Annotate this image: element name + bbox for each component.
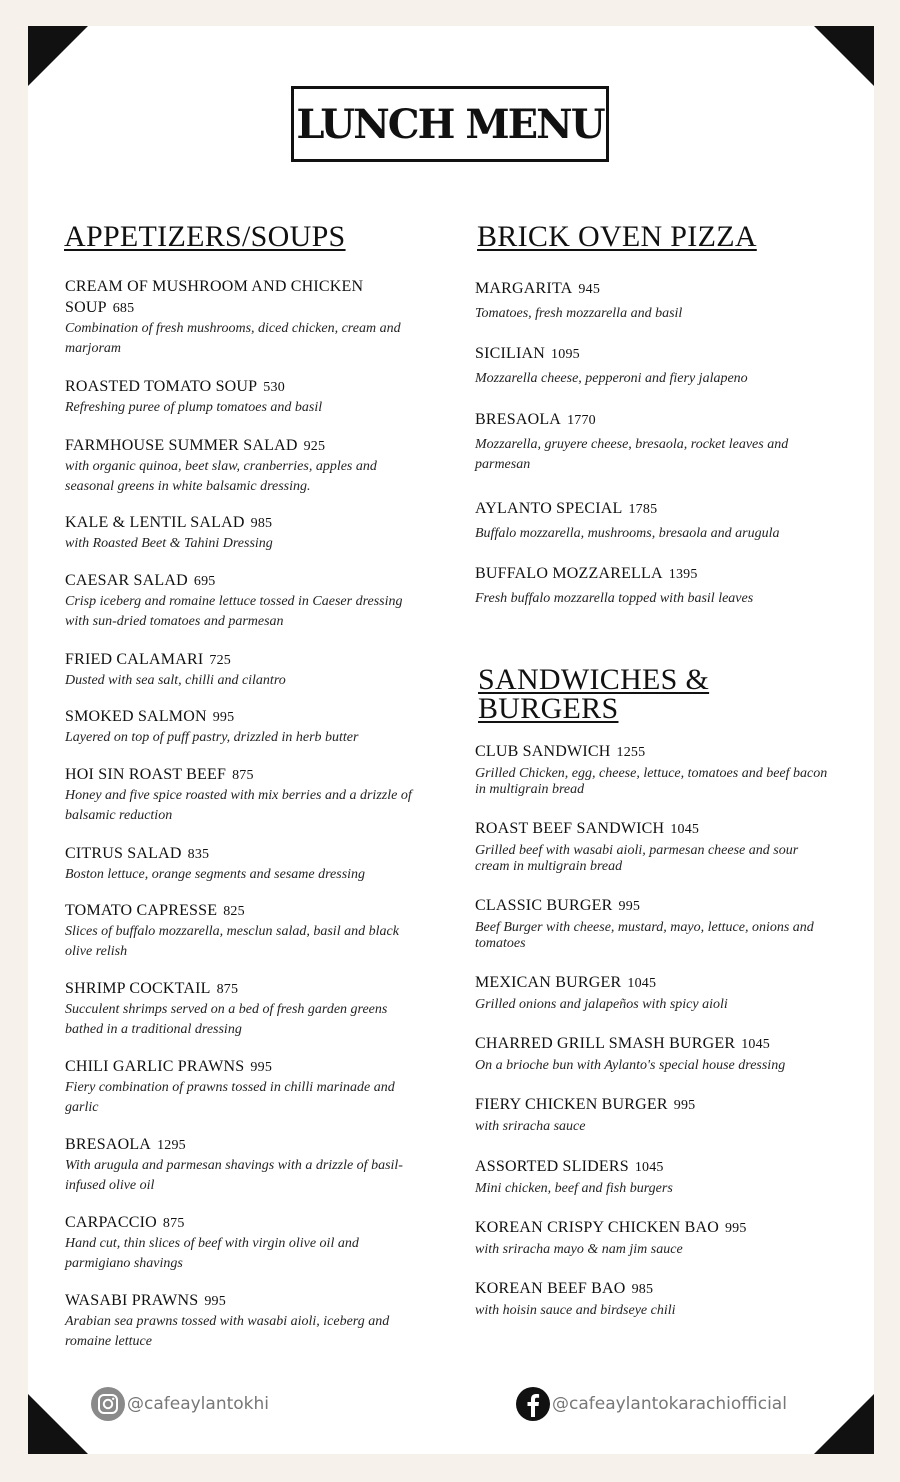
menu-item: [475, 563, 835, 609]
menu-item-name: KOREAN BEEF BAO: [475, 1280, 626, 1297]
menu-title-box: [291, 86, 609, 162]
menu-item: [475, 1217, 835, 1258]
menu-item-title: [475, 563, 835, 585]
menu-item: [475, 818, 835, 875]
menu-item-price: 1045: [634, 1160, 664, 1175]
menu-item-description: with Roasted Beet & Tahini Dressing: [65, 536, 273, 551]
menu-item-name: CHARRED GRILL SMASH BURGER: [475, 1035, 736, 1052]
menu-item-price: 1295: [157, 1138, 186, 1153]
menu-item-title: [475, 895, 835, 917]
menu-item-description: Buffalo mozzarella, mushrooms, bresaola and arugula: [475, 526, 780, 541]
menu-item-description: Fresh buffalo mozzarella topped with basil leaves: [475, 591, 754, 606]
menu-item-title: [65, 764, 425, 786]
menu-item-name: SMOKED SALMON: [65, 708, 207, 725]
menu-item-title: [475, 1033, 835, 1055]
menu-item-description: Grilled onions and jalapeños with spicy aioli: [475, 997, 728, 1012]
menu-item: [65, 649, 425, 691]
menu-item: [65, 1056, 425, 1118]
corner-decoration-bottom-right: [814, 1394, 874, 1454]
menu-item: [65, 276, 425, 359]
menu-item: [475, 1156, 835, 1197]
instagram-icon: [91, 1387, 125, 1421]
menu-item: [65, 843, 425, 885]
menu-item-title: [475, 498, 835, 520]
menu-item-description: Honey and five spice roasted with mix berries and a drizzle of balsamic reduction: [65, 788, 412, 823]
menu-item: [65, 764, 425, 826]
menu-item-name: CLUB SANDWICH: [475, 743, 611, 760]
menu-item-name: SICILIAN: [475, 345, 546, 362]
menu-item-price: 1770: [567, 413, 596, 428]
menu-item-name: CREAM OF MUSHROOM AND CHICKEN SOUP: [65, 278, 364, 316]
appetizers-heading: APPETIZERS/SOUPS: [64, 220, 346, 253]
menu-item-description: On a brioche bun with Aylanto's special house dressing: [475, 1058, 786, 1073]
instagram-handle[interactable]: [91, 1387, 269, 1421]
menu-item-title: [475, 1094, 835, 1116]
menu-title: LUNCH MENU: [296, 100, 604, 148]
menu-item-title: [475, 1217, 835, 1239]
menu-item-price: 995: [724, 1221, 747, 1236]
menu-item-price: 985: [250, 516, 273, 531]
menu-item-name: MEXICAN BURGER: [475, 974, 622, 991]
menu-item-title: [65, 1134, 425, 1156]
menu-item-price: 875: [162, 1216, 185, 1231]
menu-item-title: [65, 1212, 425, 1234]
menu-item-name: HOI SIN ROAST BEEF: [65, 766, 227, 783]
menu-item-price: 995: [204, 1294, 226, 1309]
menu-item: [475, 972, 835, 1013]
menu-item-description: Refreshing puree of plump tomatoes and basil: [65, 400, 323, 415]
menu-item-price: 825: [223, 904, 245, 919]
menu-item-title: [475, 741, 835, 763]
menu-item-description: Boston lettuce, orange segments and sesame dressing: [65, 867, 366, 882]
menu-item: [65, 1134, 425, 1196]
menu-item-price: 725: [209, 653, 231, 668]
menu-item: [475, 1094, 835, 1135]
menu-item-name: MARGARITA: [475, 280, 573, 297]
menu-item-price: 1045: [670, 822, 700, 837]
menu-item-name: BUFFALO MOZZARELLA: [475, 565, 663, 582]
facebook-icon: [516, 1387, 550, 1421]
menu-item-description: Mozzarella, gruyere cheese, bresaola, rocket leaves and parmesan: [475, 437, 789, 472]
menu-item-price: 875: [232, 768, 254, 783]
menu-item-description: Slices of buffalo mozzarella, mesclun salad, basil and black olive relish: [65, 924, 399, 959]
menu-item: [65, 978, 425, 1040]
menu-item-name: KOREAN CRISPY CHICKEN BAO: [475, 1219, 719, 1236]
corner-decoration-top-right: [814, 26, 874, 86]
menu-item-name: AYLANTO SPECIAL: [475, 500, 623, 517]
menu-item: [475, 409, 835, 475]
menu-item-price: 985: [631, 1282, 654, 1297]
menu-item: [65, 900, 425, 962]
menu-item-description: Grilled beef with wasabi aioli, parmesan cheese and sour cream in multigrain bread: [475, 843, 799, 874]
menu-item-price: 875: [216, 982, 239, 997]
menu-item-title: [65, 843, 425, 865]
menu-item-description: Dusted with sea salt, chilli and cilantro: [65, 673, 286, 688]
menu-item-name: FIERY CHICKEN BURGER: [475, 1096, 668, 1113]
menu-item-title: [65, 649, 425, 671]
menu-item-description: Mozzarella cheese, pepperoni and fiery jalapeno: [475, 371, 748, 386]
menu-item-description: with sriracha sauce: [475, 1119, 586, 1134]
menu-item: [475, 343, 835, 389]
menu-item: [475, 741, 835, 798]
menu-item-price: 995: [250, 1060, 273, 1075]
menu-item-price: 1785: [628, 502, 658, 517]
menu-item-title: [65, 706, 425, 728]
menu-item-description: Beef Burger with cheese, mustard, mayo, lettuce, onions and tomatoes: [475, 920, 814, 951]
menu-item-name: ROASTED TOMATO SOUP: [65, 378, 258, 395]
menu-item-description: Tomatoes, fresh mozzarella and basil: [475, 306, 683, 321]
menu-item: [65, 512, 425, 554]
menu-item: [65, 376, 425, 418]
menu-item-price: 945: [578, 282, 601, 297]
menu-item-name: ROAST BEEF SANDWICH: [475, 820, 665, 837]
menu-item: [65, 435, 425, 497]
menu-item-description: with sriracha mayo & nam jim sauce: [475, 1242, 683, 1257]
menu-item-title: [475, 409, 835, 431]
menu-item-name: TOMATO CAPRESSE: [65, 902, 218, 919]
menu-item-title: [65, 376, 425, 398]
menu-item-title: [475, 343, 835, 365]
menu-item-price: 685: [112, 301, 135, 316]
menu-item-title: [475, 278, 835, 300]
menu-item-price: 1045: [627, 976, 657, 991]
menu-item-name: CLASSIC BURGER: [475, 897, 613, 914]
menu-item: [65, 1212, 425, 1274]
menu-item-price: 1045: [741, 1037, 771, 1052]
facebook-label: @cafeaylantokarachiofficial: [552, 1394, 787, 1414]
menu-item-name: CHILI GARLIC PRAWNS: [65, 1058, 245, 1075]
menu-item-name: FRIED CALAMARI: [65, 651, 204, 668]
menu-item-description: with hoisin sauce and birdseye chili: [475, 1303, 676, 1318]
menu-item-description: Grilled Chicken, egg, cheese, lettuce, tomatoes and beef bacon in multigrain bread: [475, 766, 828, 797]
menu-item: [475, 895, 835, 952]
menu-item-description: With arugula and parmesan shavings with a drizzle of basil-infused olive oil: [65, 1158, 403, 1193]
menu-item-description: Succulent shrimps served on a bed of fresh garden greens bathed in a traditional dressing: [65, 1002, 388, 1037]
menu-item-price: 1095: [551, 347, 580, 362]
menu-item-price: 995: [212, 710, 235, 725]
menu-item-price: 835: [187, 847, 210, 862]
menu-item-title: [65, 900, 425, 922]
instagram-label: @cafeaylantokhi: [127, 1394, 270, 1414]
menu-item: [65, 706, 425, 748]
menu-item-name: ASSORTED SLIDERS: [475, 1158, 629, 1175]
menu-item-name: CITRUS SALAD: [65, 845, 182, 862]
menu-item-price: 1255: [616, 745, 646, 760]
menu-item-name: SHRIMP COCKTAIL: [65, 980, 211, 997]
menu-item-title: [65, 276, 425, 319]
menu-item-description: Combination of fresh mushrooms, diced chicken, cream and marjoram: [65, 321, 401, 356]
menu-item-title: [65, 1290, 425, 1312]
menu-item-description: Layered on top of puff pastry, drizzled in herb butter: [65, 730, 359, 745]
menu-item-price: 995: [618, 899, 641, 914]
menu-item-name: FARMHOUSE SUMMER SALAD: [65, 437, 298, 454]
menu-item: [475, 1278, 835, 1319]
menu-item-title: [65, 1056, 425, 1078]
menu-item: [475, 1033, 835, 1074]
menu-item-description: Hand cut, thin slices of beef with virgin olive oil and parmigiano shavings: [65, 1236, 359, 1271]
facebook-handle[interactable]: [516, 1387, 787, 1421]
menu-item-description: Arabian sea prawns tossed with wasabi aioli, iceberg and romaine lettuce: [65, 1314, 390, 1349]
menu-item-price: 530: [263, 380, 285, 395]
menu-item-title: [475, 818, 835, 840]
menu-item-description: with organic quinoa, beet slaw, cranberries, apples and seasonal greens in white balsamic dressing.: [65, 459, 377, 494]
pizza-heading: BRICK OVEN PIZZA: [477, 220, 757, 253]
menu-item-description: Fiery combination of prawns tossed in chilli marinade and garlic: [65, 1080, 395, 1115]
menu-item-title: [65, 435, 425, 457]
sandwiches-heading: SANDWICHES & BURGERS: [478, 663, 710, 725]
menu-item-title: [65, 978, 425, 1000]
menu-item-name: CARPACCIO: [65, 1214, 157, 1231]
corner-decoration-bottom-left: [28, 1394, 88, 1454]
menu-item-title: [475, 1278, 835, 1300]
menu-item-name: KALE & LENTIL SALAD: [65, 514, 245, 531]
corner-decoration-top-left: [28, 26, 88, 86]
menu-item-name: BRESAOLA: [65, 1136, 152, 1153]
menu-item-title: [475, 972, 835, 994]
menu-item-description: Crisp iceberg and romaine lettuce tossed in Caeser dressing with sun-dried tomatoes and parmesan: [65, 594, 403, 629]
menu-item-title: [65, 512, 425, 534]
menu-item-title: [65, 570, 425, 592]
menu-item-price: 925: [303, 439, 326, 454]
menu-item: [65, 1290, 425, 1352]
menu-item-price: 695: [193, 574, 216, 589]
menu-item-name: WASABI PRAWNS: [65, 1292, 199, 1309]
menu-item-price: 995: [673, 1098, 696, 1113]
menu-item-name: CAESAR SALAD: [65, 572, 188, 589]
menu-item: [475, 278, 835, 324]
menu-item-name: BRESAOLA: [475, 411, 562, 428]
menu-item-price: 1395: [668, 567, 698, 582]
menu-item-title: [475, 1156, 835, 1178]
menu-item: [65, 570, 425, 632]
menu-item: [475, 498, 835, 544]
menu-item-description: Mini chicken, beef and fish burgers: [475, 1181, 673, 1196]
